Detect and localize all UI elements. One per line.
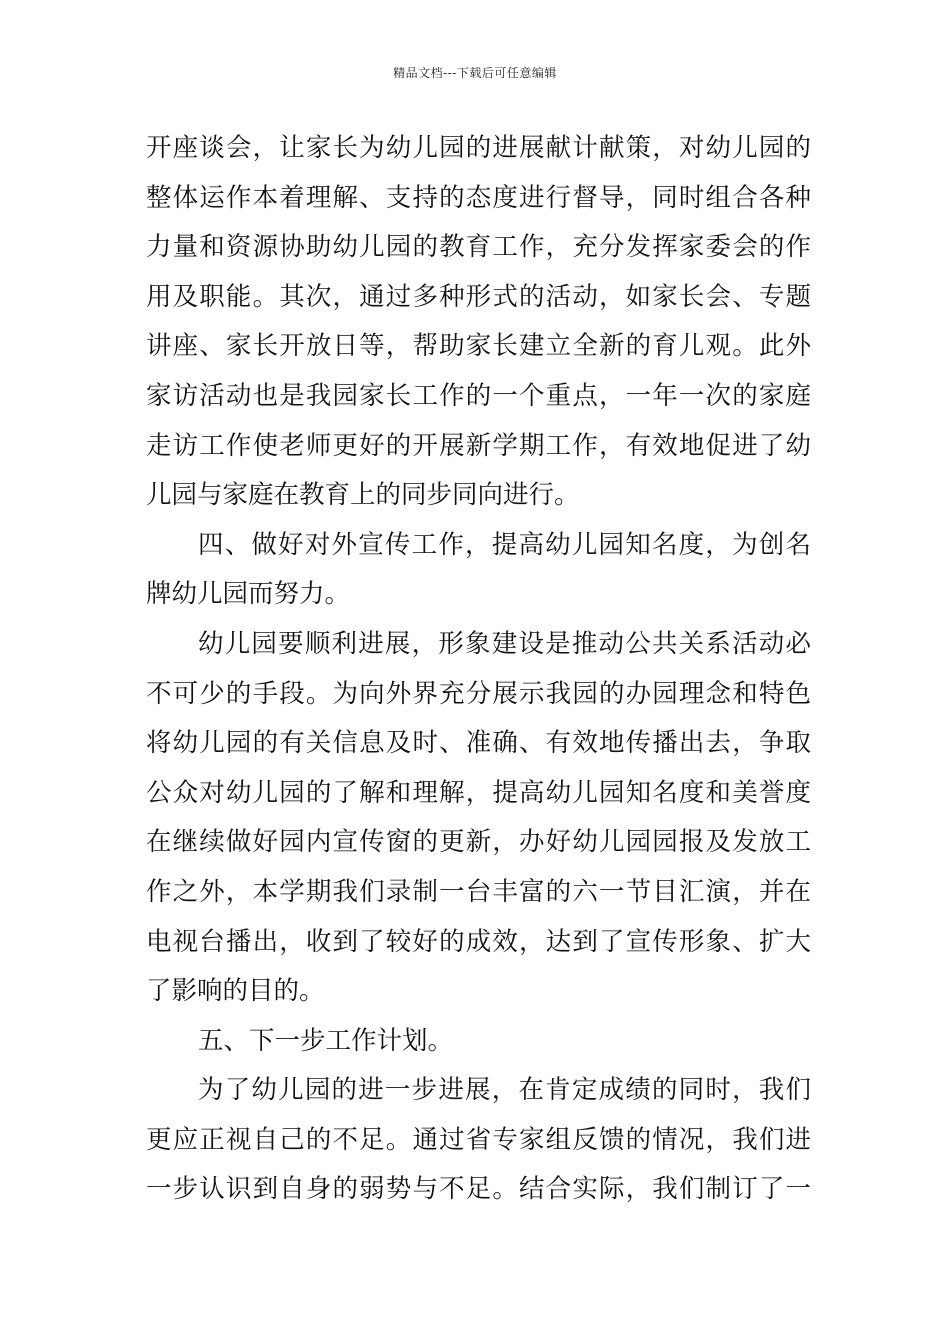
text-line: 将幼儿园的有关信息及时、准确、有效地传播出去，争取 [146,728,811,759]
text-line: 走访工作使老师更好的开展新学期工作，有效地促进了幼 [146,430,811,461]
text-line: 儿园与家庭在教育上的同步同向进行。 [146,480,580,511]
text-line: 幼儿园要顺利进展，形象建设是推动公共关系活动必 [198,628,811,659]
text-line: 用及职能。其次，通过多种形式的活动，如家长会、专题 [146,281,811,312]
text-line: 在继续做好园内宣传窗的更新，办好幼儿园园报及发放工 [146,827,811,858]
text-line: 更应正视自己的不足。通过省专家组反馈的情况，我们进 [146,1124,811,1155]
document-body [146,124,811,1215]
text-line: 家访活动也是我园家长工作的一个重点，一年一次的家庭 [146,380,811,411]
text-line: 公众对幼儿园的了解和理解，提高幼儿园知名度和美誉度 [146,777,811,808]
text-line: 了影响的目的。 [146,976,325,1007]
text-line: 讲座、家长开放日等，帮助家长建立全新的育儿观。此外 [146,331,811,362]
text-line: 一步认识到自身的弱势与不足。结合实际，我们制订了一 [146,1174,811,1205]
section-heading-line: 牌幼儿园而努力。 [146,579,351,610]
section-heading-line: 五、下一步工作计划。 [198,1025,454,1056]
text-line: 整体运作本着理解、支持的态度进行督导，同时组合各种 [146,182,811,213]
text-line: 电视台播出，收到了较好的成效，达到了宣传形象、扩大 [146,926,811,957]
text-line: 作之外，本学期我们录制一台丰富的六一节目汇演，并在 [146,876,811,907]
text-line: 开座谈会，让家长为幼儿园的进展献计献策，对幼儿园的 [146,133,811,163]
text-line: 力量和资源协助幼儿园的教育工作，充分发挥家委会的作 [146,232,811,263]
page-header: 精品文档---下载后可任意编辑 [393,66,557,80]
section-heading-line: 四、做好对外宣传工作，提高幼儿园知名度，为创名 [198,529,811,560]
text-line: 不可少的手段。为向外界充分展示我园的办园理念和特色 [146,678,811,709]
text-line: 为了幼儿园的进一步进展，在肯定成绩的同时，我们 [198,1075,811,1106]
